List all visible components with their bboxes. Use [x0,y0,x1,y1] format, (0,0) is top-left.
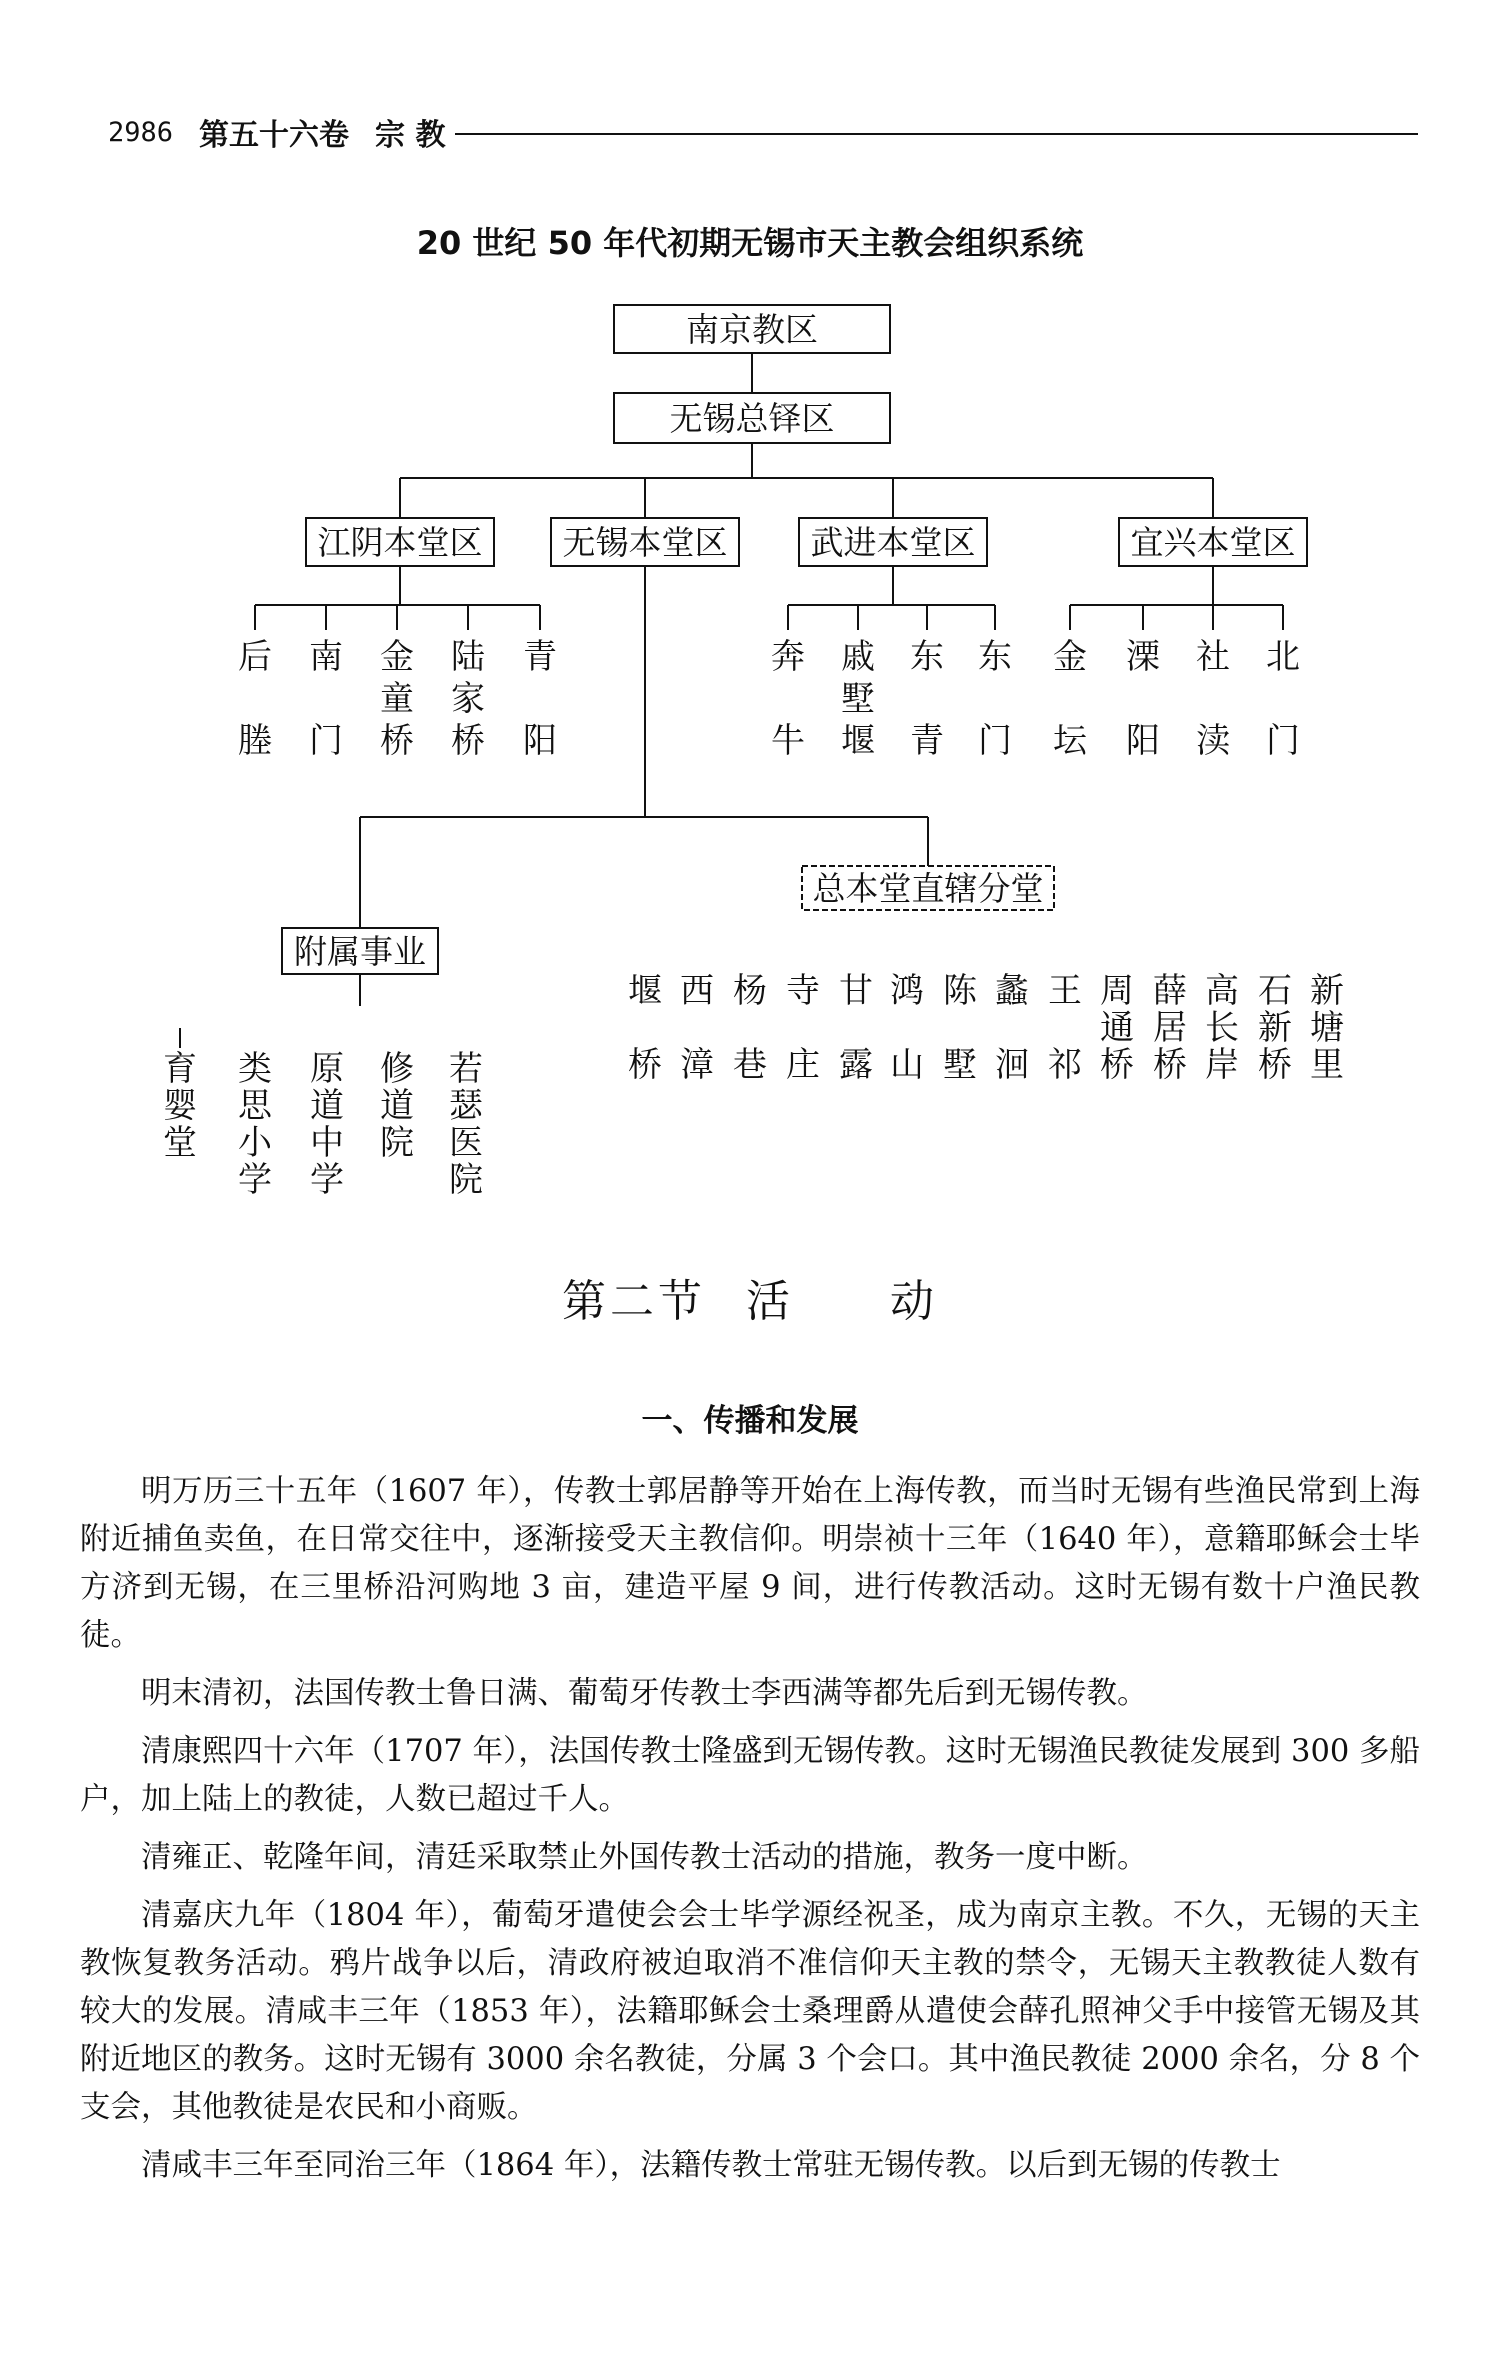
chart-title: 20 世纪 50 年代初期无锡市天主教会组织系统 [416,224,1084,262]
diocese-label: 南京教区 [686,310,818,349]
direct-label: 总本堂直辖分堂 [812,869,1044,908]
affiliated-item-char: 若 [449,1049,483,1089]
direct-item-char: 陈 [943,971,977,1011]
direct-item-char: 洄 [995,1045,1029,1085]
parish-char: 金 [380,637,414,677]
affiliated-item-char: 学 [238,1160,272,1200]
direct-item-char: 桥 [1153,1045,1187,1085]
parish-char: 金 [1053,637,1087,677]
direct-item-char: 新 [1310,971,1344,1011]
direct-item-char: 长 [1205,1008,1239,1048]
parish-char: 坛 [1053,721,1087,761]
parish-char: 塍 [238,721,272,761]
parish-char: 阳 [523,721,557,761]
affiliated-item-char: 堂 [163,1123,197,1163]
direct-item-char: 巷 [733,1045,767,1085]
parish-char: 门 [309,721,343,761]
parish-char: 青 [910,721,944,761]
paragraph: 明万历三十五年（1607 年），传教士郭居静等开始在上海传教，而当时无锡有些渔民常到上海附近捕鱼卖鱼，在日常交往中，逐渐接受天主教信仰。明崇祯十三年（1640 年），意籍耶稣会士毕方济到无锡，在三里桥沿河购地 3 亩，建造平屋 9 间，进行传教活动。这时无锡有数十户渔民教徒。 [80,1474,1420,1653]
subsection-title: 一、传播和发展 [641,1403,859,1439]
parish-char: 童 [380,679,414,719]
affiliated-item-char: 院 [449,1160,483,1200]
parish-char: 阳 [1126,721,1160,761]
direct-item-char: 蠡 [995,971,1029,1011]
affiliated-item-char: 修 [380,1049,414,1089]
parish-char: 桥 [451,721,485,761]
parish-char: 奔 [771,637,805,677]
district-3-label: 宜兴本堂区 [1130,523,1296,562]
paragraph: 清嘉庆九年（1804 年），葡萄牙遣使会会士毕学源经祝圣，成为南京主教。不久，无锡的天主教恢复教务活动。鸦片战争以后，清政府被迫取消不准信仰天主教的禁令，无锡天主教教徒人数有较大的发展。清咸丰三年（1853 年），法籍耶稣会士桑理爵从遣使会薛孔照神父手中接管无锡及其附近地区的教务。这时无锡有 3000 余名教徒，分属 3 个会口。其中渔民教徒 2000 余名，分 8 个支会，其他教徒是农民和小商贩。 [80,1898,1420,2125]
parish-char: 堰 [841,721,875,761]
affiliated-item-char: 道 [380,1086,414,1126]
direct-item-char: 露 [839,1045,873,1085]
section-number: 第二节 [562,1276,706,1327]
volume-label: 第五十六卷 [199,118,350,153]
affiliated-label: 附属事业 [294,932,426,971]
parish-char: 陆 [451,637,485,677]
affiliated-item-char: 婴 [163,1086,197,1126]
parish-char: 门 [1266,721,1300,761]
direct-item-char: 庄 [786,1045,820,1085]
direct-item-char: 岸 [1205,1045,1239,1085]
direct-item-char: 山 [890,1045,924,1085]
paragraph: 清咸丰三年至同治三年（1864 年），法籍传教士常驻无锡传教。以后到无锡的传教士 [141,2148,1281,2183]
direct-item-char: 周 [1100,971,1134,1011]
affiliated-item-char: 育 [163,1049,197,1089]
topic-label: 宗 教 [375,118,446,153]
parish-char: 门 [978,721,1012,761]
body-text [80,1468,1420,2200]
parish-char: 渎 [1196,721,1230,761]
direct-item-char: 新 [1258,1008,1292,1048]
affiliated-item-char: 小 [238,1123,272,1163]
parish-char: 桥 [380,721,414,761]
affiliated-item-char: 瑟 [449,1086,483,1126]
paragraph: 明末清初，法国传教士鲁日满、葡萄牙传教士李西满等都先后到无锡传教。 [141,1676,1148,1711]
direct-item-char: 桥 [1258,1045,1292,1085]
paragraph: 清康熙四十六年（1707 年），法国传教士隆盛到无锡传教。这时无锡渔民教徒发展到 300 多船户，加上陆上的教徒，人数已超过千人。 [80,1734,1420,1817]
parish-char: 青 [523,637,557,677]
affiliated-item-char: 医 [449,1123,483,1163]
direct-item-char: 祁 [1048,1045,1082,1085]
direct-item-char: 鸿 [890,971,924,1011]
direct-item-char: 寺 [786,971,820,1011]
direct-item-char: 居 [1153,1008,1187,1048]
direct-item-char: 里 [1310,1045,1344,1085]
parish-char: 东 [910,637,944,677]
parish-char: 东 [978,637,1012,677]
parish-char: 社 [1196,637,1230,677]
direct-item-char: 塘 [1310,1008,1344,1048]
direct-item-char: 甘 [839,971,873,1011]
paragraph: 清雍正、乾隆年间，清廷采取禁止外国传教士活动的措施，教务一度中断。 [141,1840,1148,1875]
district-0-label: 江阴本堂区 [317,523,483,562]
general-district-label: 无锡总铎区 [669,399,835,438]
direct-item-char: 桥 [628,1045,662,1085]
affiliated-item-char: 思 [238,1086,272,1126]
parish-char: 墅 [841,679,875,719]
affiliated-item-char: 原 [310,1049,344,1089]
direct-item-char: 墅 [943,1045,977,1085]
direct-item-char: 通 [1100,1008,1134,1048]
direct-item-char: 薛 [1153,971,1187,1011]
affiliated-item-char: 院 [380,1123,414,1163]
parish-char: 溧 [1126,637,1160,677]
page-number: 2986 [108,116,174,148]
affiliated-item-char: 学 [310,1160,344,1200]
affiliated-item-char: 中 [310,1123,344,1163]
direct-item-char: 漳 [680,1045,714,1085]
direct-item-char: 杨 [733,971,767,1011]
affiliated-item-char: 类 [238,1049,272,1089]
direct-item-char: 桥 [1100,1045,1134,1085]
direct-item-char: 石 [1258,971,1292,1011]
parish-char: 戚 [841,637,875,677]
direct-item-char: 堰 [628,971,662,1011]
district-1-label: 无锡本堂区 [562,523,728,562]
section-name: 活 动 [746,1276,938,1327]
district-2-label: 武进本堂区 [810,523,976,562]
parish-char: 家 [451,679,485,719]
section-title [0,1265,1500,1329]
direct-item-char: 西 [680,971,714,1011]
parish-char: 南 [309,637,343,677]
parish-char: 北 [1266,637,1300,677]
direct-item-char: 王 [1048,971,1082,1011]
direct-item-char: 高 [1205,971,1239,1011]
parish-char: 后 [238,637,272,677]
parish-char: 牛 [771,721,805,761]
affiliated-item-char: 道 [310,1086,344,1126]
